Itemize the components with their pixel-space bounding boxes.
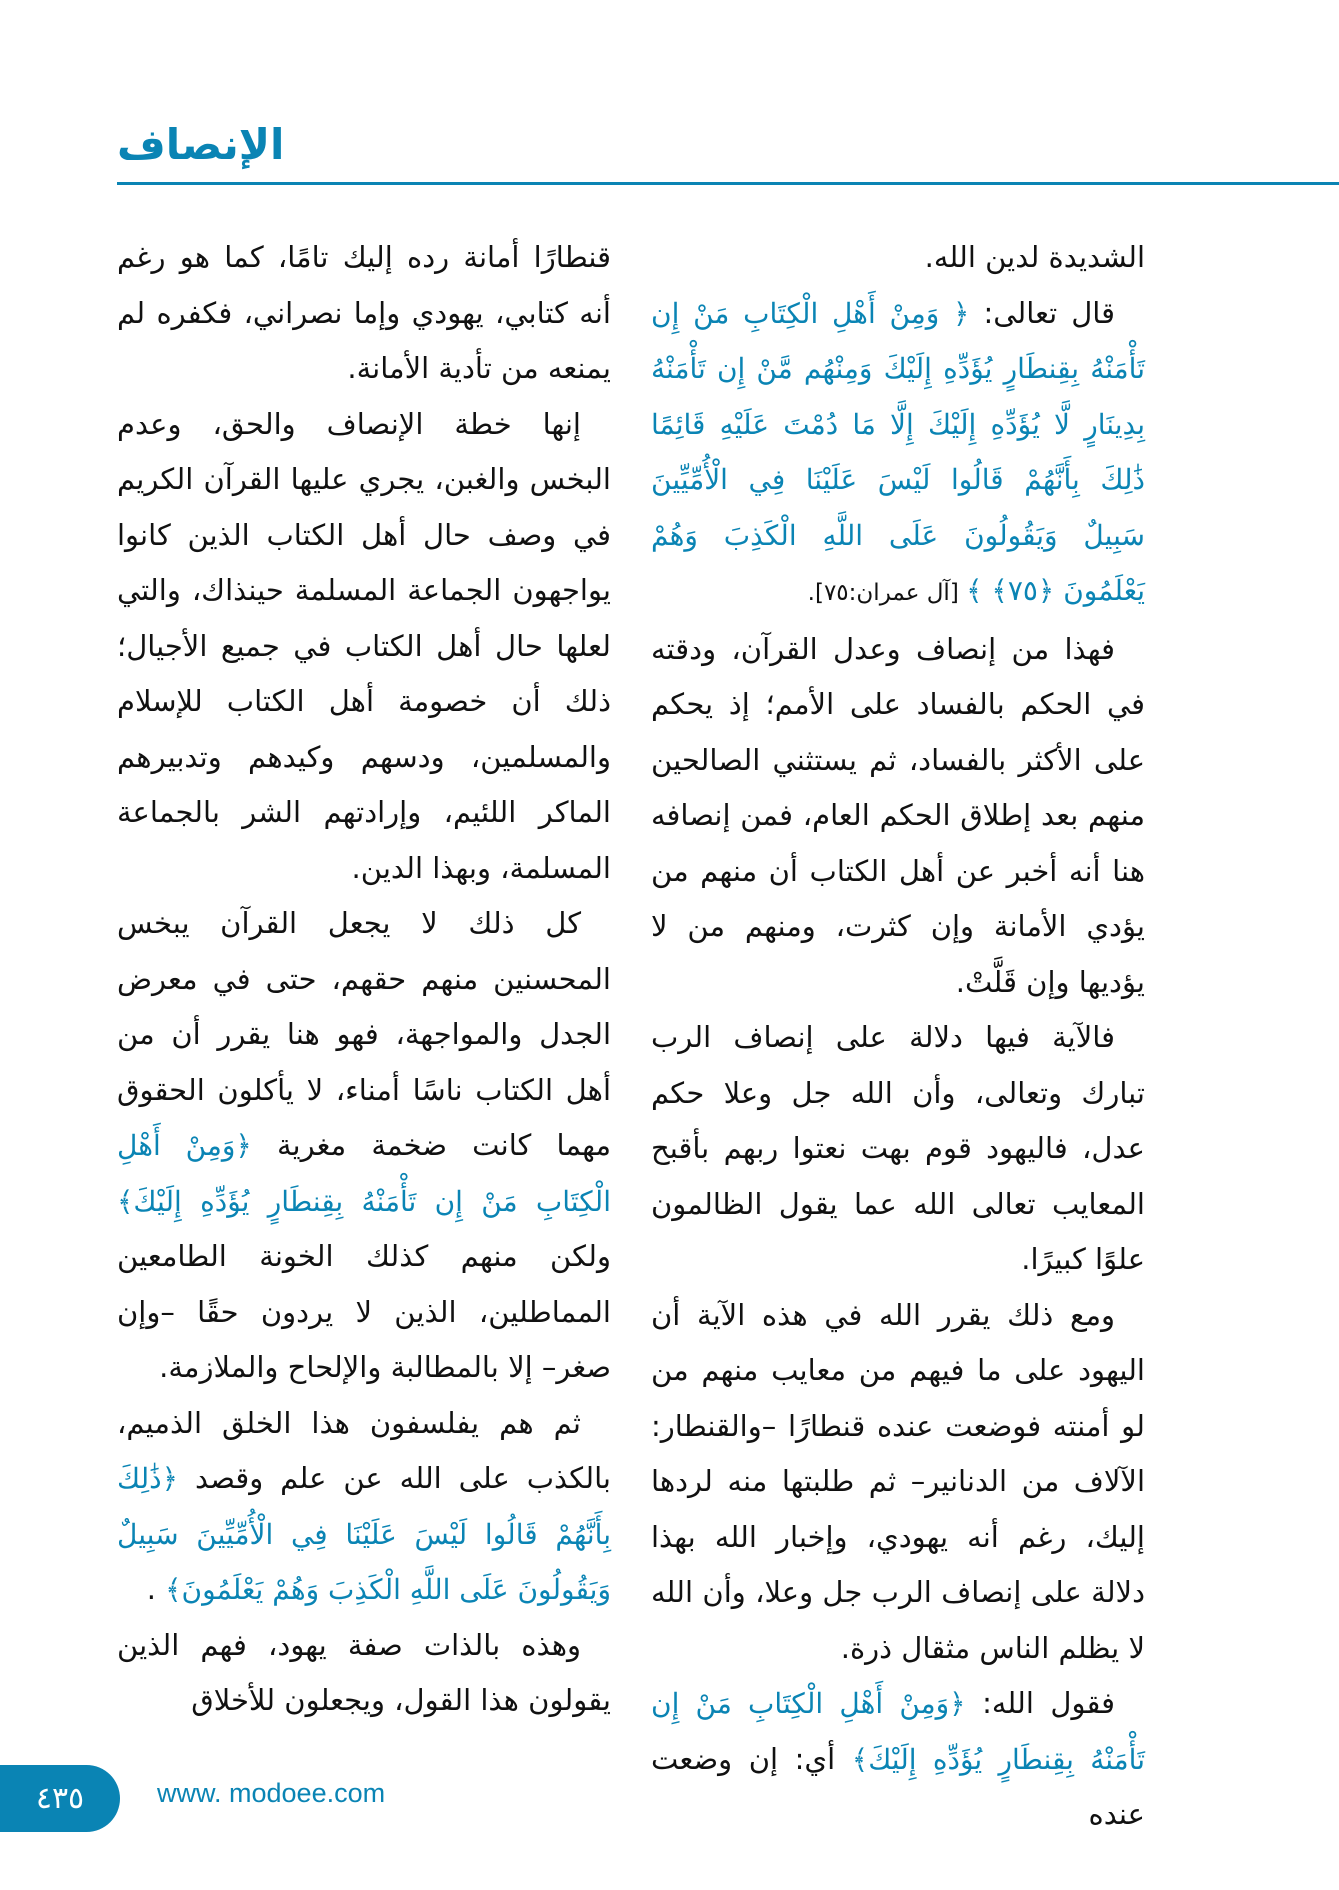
- right-column: [651, 230, 1145, 1843]
- left-column: [117, 230, 611, 1729]
- paragraph: [117, 1396, 611, 1618]
- quran-verse: ﴿ وَمِنْ أَهْلِ الْكِتَابِ مَنْ إِن تَأْمَنْهُ بِقِنطَارٍ يُؤَدِّهِ إِلَيْكَ وَمِنْهُم مَّنْ إِن تَأْمَنْهُ بِدِينَارٍ لَّا يُؤَدِّهِ إِلَيْكَ إِلَّا مَا دُمْتَ عَلَيْهِ قَائِمًا ذَٰلِكَ بِأَنَّهُمْ قَالُوا لَيْسَ عَلَيْنَا فِي الْأُمِّيِّينَ سَبِيلٌ وَيَقُولُونَ عَلَى اللَّهِ الْكَذِبَ وَهُمْ يَعْلَمُونَ ﴿٧٥﴾ ﴾: [651, 296, 1145, 607]
- body-text: قنطارًا أمانة رده إليك تامًا، كما هو رغم أنه كتابي، يهودي وإما نصراني، فكفره لم يمنعه من تأدية الأمانة.: [117, 240, 611, 385]
- body-text: إنها خطة الإنصاف والحق، وعدم البخس والغبن، يجري عليها القرآن الكريم في وصف حال أهل الكتاب الذين كانوا يواجهون الجماعة المسلمة حينذاك، والتي لعلها حال أهل الكتاب في جميع الأجيال؛ ذلك أن خصومة أهل الكتاب للإسلام والمسلمين، ودسهم وكيدهم وتدبيرهم الماكر اللئيم، وإرادتهم الشر بالجماعة المسلمة، وبهذا الدين.: [117, 406, 611, 885]
- page-number-badge: [0, 1765, 120, 1832]
- quran-verse: ﴿وَمِنْ أَهْلِ الْكِتَابِ مَنْ إِن تَأْمَنْهُ بِقِنطَارٍ يُؤَدِّهِ إِلَيْكَ﴾: [117, 1129, 611, 1218]
- paragraph: [651, 1288, 1145, 1677]
- body-text: فالآية فيها دلالة على إنصاف الرب تبارك وتعالى، وأن الله جل وعلا حكم عدل، فاليهود قوم بهت نعتوا ربهم بأقبح المعايب تعالى الله عما يقول الظالمون علوًا كبيرًا.: [651, 1020, 1145, 1276]
- body-text: ومع ذلك يقرر الله في هذه الآية أن اليهود على ما فيهم من معايب منهم من لو أمنته فوضعت عنده قنطارًا –والقنطار: الآلاف من الدنانير– ثم طلبتها منه لردها إليك، رغم أنه يهودي، وإخبار الله بهذا دلالة على إنصاف الرب جل وعلا، وأن الله لا يظلم الناس مثقال ذرة.: [651, 1297, 1145, 1665]
- paragraph: [117, 1618, 611, 1729]
- header-divider: [117, 182, 1339, 185]
- paragraph: [117, 397, 611, 897]
- body-text: فهذا من إنصاف وعدل القرآن، ودقته في الحكم بالفساد على الأمم؛ إذ يحكم على الأكثر بالفساد، ثم يستثني الصالحين منهم بعد إطلاق الحكم العام، فمن إنصافه هنا أنه أخبر عن أهل الكتاب أن منهم من يؤدي الأمانة وإن كثرت، ومنهم من لا يؤديها وإن قَلَّتْ.: [651, 631, 1145, 999]
- paragraph: [117, 230, 611, 397]
- chapter-title: الإنصاف: [117, 120, 285, 169]
- website-link[interactable]: www. modoee.com: [157, 1778, 386, 1808]
- body-text: فقول الله:: [965, 1686, 1115, 1720]
- quran-verse: ﴿ذَٰلِكَ بِأَنَّهُمْ قَالُوا لَيْسَ عَلَيْنَا فِي الْأُمِّيِّينَ سَبِيلٌ وَيَقُولُونَ عَلَى اللَّهِ الْكَذِبَ وَهُمْ يَعْلَمُونَ﴾: [117, 1462, 611, 1606]
- paragraph: [117, 896, 611, 1396]
- verse-reference: [آل عمران:٧٥].: [807, 580, 967, 606]
- body-text: ثم هم يفلسفون هذا الخلق الذميم، بالكذب على الله عن علم وقصد: [117, 1405, 611, 1495]
- paragraph: [651, 622, 1145, 1011]
- body-text: ولكن منهم كذلك الخونة الطامعين المماطلين، الذين لا يردون حقًا –وإن صغر– إلا بالمطالبة والإلحاح والملازمة.: [117, 1239, 611, 1384]
- quran-verse: ﴿وَمِنْ أَهْلِ الْكِتَابِ مَنْ إِن تَأْمَنْهُ بِقِنطَارٍ يُؤَدِّهِ إِلَيْكَ﴾: [651, 1687, 1145, 1776]
- body-text: .: [146, 1572, 166, 1606]
- paragraph: [651, 1676, 1145, 1843]
- page-number: ٤٣٥: [35, 1781, 85, 1816]
- body-text: وهذه بالذات صفة يهود، فهم الذين يقولون هذا القول، ويجعلون للأخلاق: [117, 1627, 611, 1717]
- paragraph: [651, 1010, 1145, 1288]
- body-text: أي: إن وضعت عنده: [651, 1741, 1145, 1831]
- paragraph: [651, 230, 1145, 286]
- body-text: كل ذلك لا يجعل القرآن يبخس المحسنين منهم حقهم، حتى في معرض الجدل والمواجهة، فهو هنا يقرر أن من أهل الكتاب ناسًا أمناء، لا يأكلون الحقوق مهما كانت ضخمة مغرية: [117, 906, 611, 1162]
- body-text: الشديدة لدين الله.: [924, 240, 1145, 274]
- body-text: قال تعالى:: [969, 295, 1115, 330]
- paragraph: [651, 286, 1145, 622]
